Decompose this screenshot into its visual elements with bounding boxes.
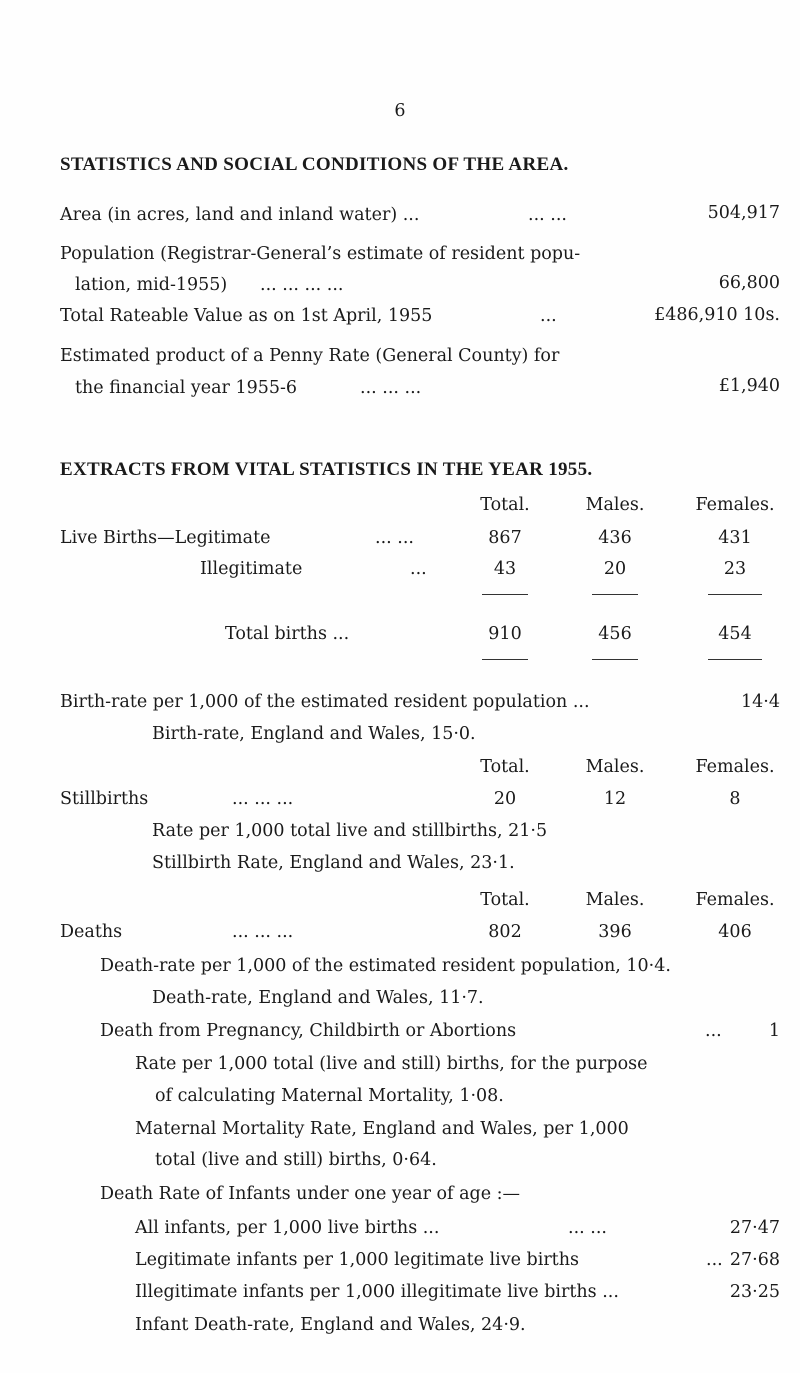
maternal-england-line1: Maternal Mortality Rate, England and Wales, per 1,000 — [135, 1119, 629, 1139]
area-dots: ... ... — [528, 205, 567, 225]
infant-illegitimate-label: Illegitimate infants per 1,000 illegitimate live births ... — [135, 1282, 619, 1302]
maternal-england-line2: total (live and still) births, 0·64. — [155, 1150, 437, 1170]
col-header-total: Total. — [480, 495, 530, 515]
infant-all-label: All infants, per 1,000 live births ... — [135, 1218, 440, 1238]
infant-all-value: 27·47 — [729, 1218, 780, 1238]
area-label: Area (in acres, land and inland water) ... — [60, 205, 420, 225]
birth-rate-value: 14·4 — [741, 692, 780, 712]
rateable-value-label: Total Rateable Value as on 1st April, 1955 — [60, 306, 433, 326]
col-header-females: Females. — [695, 495, 775, 515]
penny-rate-label-line2: the financial year 1955-6 — [75, 378, 298, 398]
total-births-males: 456 — [598, 624, 632, 644]
infant-illegitimate-value: 23·25 — [729, 1282, 780, 1302]
stillbirths-label: Stillbirths — [60, 789, 149, 809]
infant-death-rate-heading: Death Rate of Infants under one year of age :— — [100, 1184, 521, 1204]
penny-rate-label-line1: Estimated product of a Penny Rate (General County) for — [60, 346, 560, 366]
maternal-rate-line1: Rate per 1,000 total (live and still) births, for the purpose — [135, 1054, 648, 1074]
population-dots: ... ... ... ... — [260, 275, 344, 295]
col-header-males: Males. — [585, 495, 645, 515]
infant-legitimate-dots: ... — [706, 1250, 723, 1270]
stillbirth-rate: Rate per 1,000 total live and stillbirths, 21·5 — [152, 821, 548, 841]
stillbirths-females: 8 — [729, 789, 741, 809]
rule-males-lower — [592, 659, 638, 660]
rateable-value-dots: ... — [540, 306, 557, 326]
col-header-total-2: Total. — [480, 757, 530, 777]
population-label-line1: Population (Registrar-General’s estimate of resident popu- — [60, 244, 581, 264]
deaths-label: Deaths — [60, 922, 123, 942]
area-value: 504,917 — [707, 203, 780, 223]
illegitimate-dots: ... — [410, 559, 427, 579]
col-header-males-2: Males. — [585, 757, 645, 777]
maternal-deaths-dots: ... — [705, 1021, 722, 1041]
col-header-total-3: Total. — [480, 890, 530, 910]
legitimate-males: 436 — [598, 528, 632, 548]
infant-all-dots: ... ... — [568, 1218, 607, 1238]
maternal-rate-line2: of calculating Maternal Mortality, 1·08. — [155, 1086, 504, 1106]
infant-death-rate-england: Infant Death-rate, England and Wales, 24·9. — [135, 1315, 526, 1335]
death-rate: Death-rate per 1,000 of the estimated resident population, 10·4. — [100, 956, 671, 976]
maternal-deaths-label: Death from Pregnancy, Childbirth or Abortions — [100, 1021, 517, 1041]
rateable-value: £486,910 10s. — [654, 305, 780, 325]
population-value: 66,800 — [718, 273, 780, 293]
rule-total-lower — [482, 659, 528, 660]
illegitimate-females: 23 — [723, 559, 747, 579]
total-births-label: Total births ... — [225, 624, 350, 644]
stillbirths-males: 12 — [603, 789, 627, 809]
rule-total-upper — [482, 594, 528, 595]
deaths-females: 406 — [718, 922, 752, 942]
deaths-total: 802 — [488, 922, 522, 942]
col-header-females-2: Females. — [695, 757, 775, 777]
deaths-dots: ... ... ... — [232, 922, 294, 942]
stillbirths-total: 20 — [493, 789, 517, 809]
illegitimate-males: 20 — [603, 559, 627, 579]
rule-females-upper — [708, 594, 762, 595]
col-header-males-3: Males. — [585, 890, 645, 910]
illegitimate-label: Illegitimate — [200, 559, 303, 579]
maternal-deaths-value: 1 — [768, 1021, 780, 1041]
population-label-line2: lation, mid-1955) — [75, 275, 228, 295]
birth-rate-england: Birth-rate, England and Wales, 15·0. — [152, 724, 476, 744]
stillbirth-rate-england: Stillbirth Rate, England and Wales, 23·1. — [152, 853, 515, 873]
infant-legitimate-value: 27·68 — [729, 1250, 780, 1270]
page-number: 6 — [394, 101, 406, 121]
live-births-legitimate-dots: ... ... — [375, 528, 414, 548]
penny-rate-value: £1,940 — [718, 376, 780, 396]
section-title-statistics: STATISTICS AND SOCIAL CONDITIONS OF THE AREA. — [60, 154, 569, 175]
stillbirths-dots: ... ... ... — [232, 789, 294, 809]
rule-females-lower — [708, 659, 762, 660]
legitimate-total: 867 — [488, 528, 522, 548]
live-births-legitimate-label: Live Births—Legitimate — [60, 528, 271, 548]
deaths-males: 396 — [598, 922, 632, 942]
total-births-total: 910 — [488, 624, 522, 644]
legitimate-females: 431 — [718, 528, 752, 548]
illegitimate-total: 43 — [493, 559, 517, 579]
rule-males-upper — [592, 594, 638, 595]
total-births-females: 454 — [718, 624, 752, 644]
death-rate-england: Death-rate, England and Wales, 11·7. — [152, 988, 484, 1008]
col-header-females-3: Females. — [695, 890, 775, 910]
infant-legitimate-label: Legitimate infants per 1,000 legitimate live births — [135, 1250, 579, 1270]
penny-rate-dots: ... ... ... — [360, 378, 422, 398]
birth-rate-label: Birth-rate per 1,000 of the estimated resident population ... — [60, 692, 590, 712]
section-title-vital-statistics: EXTRACTS FROM VITAL STATISTICS IN THE YEAR 1955. — [60, 459, 593, 480]
